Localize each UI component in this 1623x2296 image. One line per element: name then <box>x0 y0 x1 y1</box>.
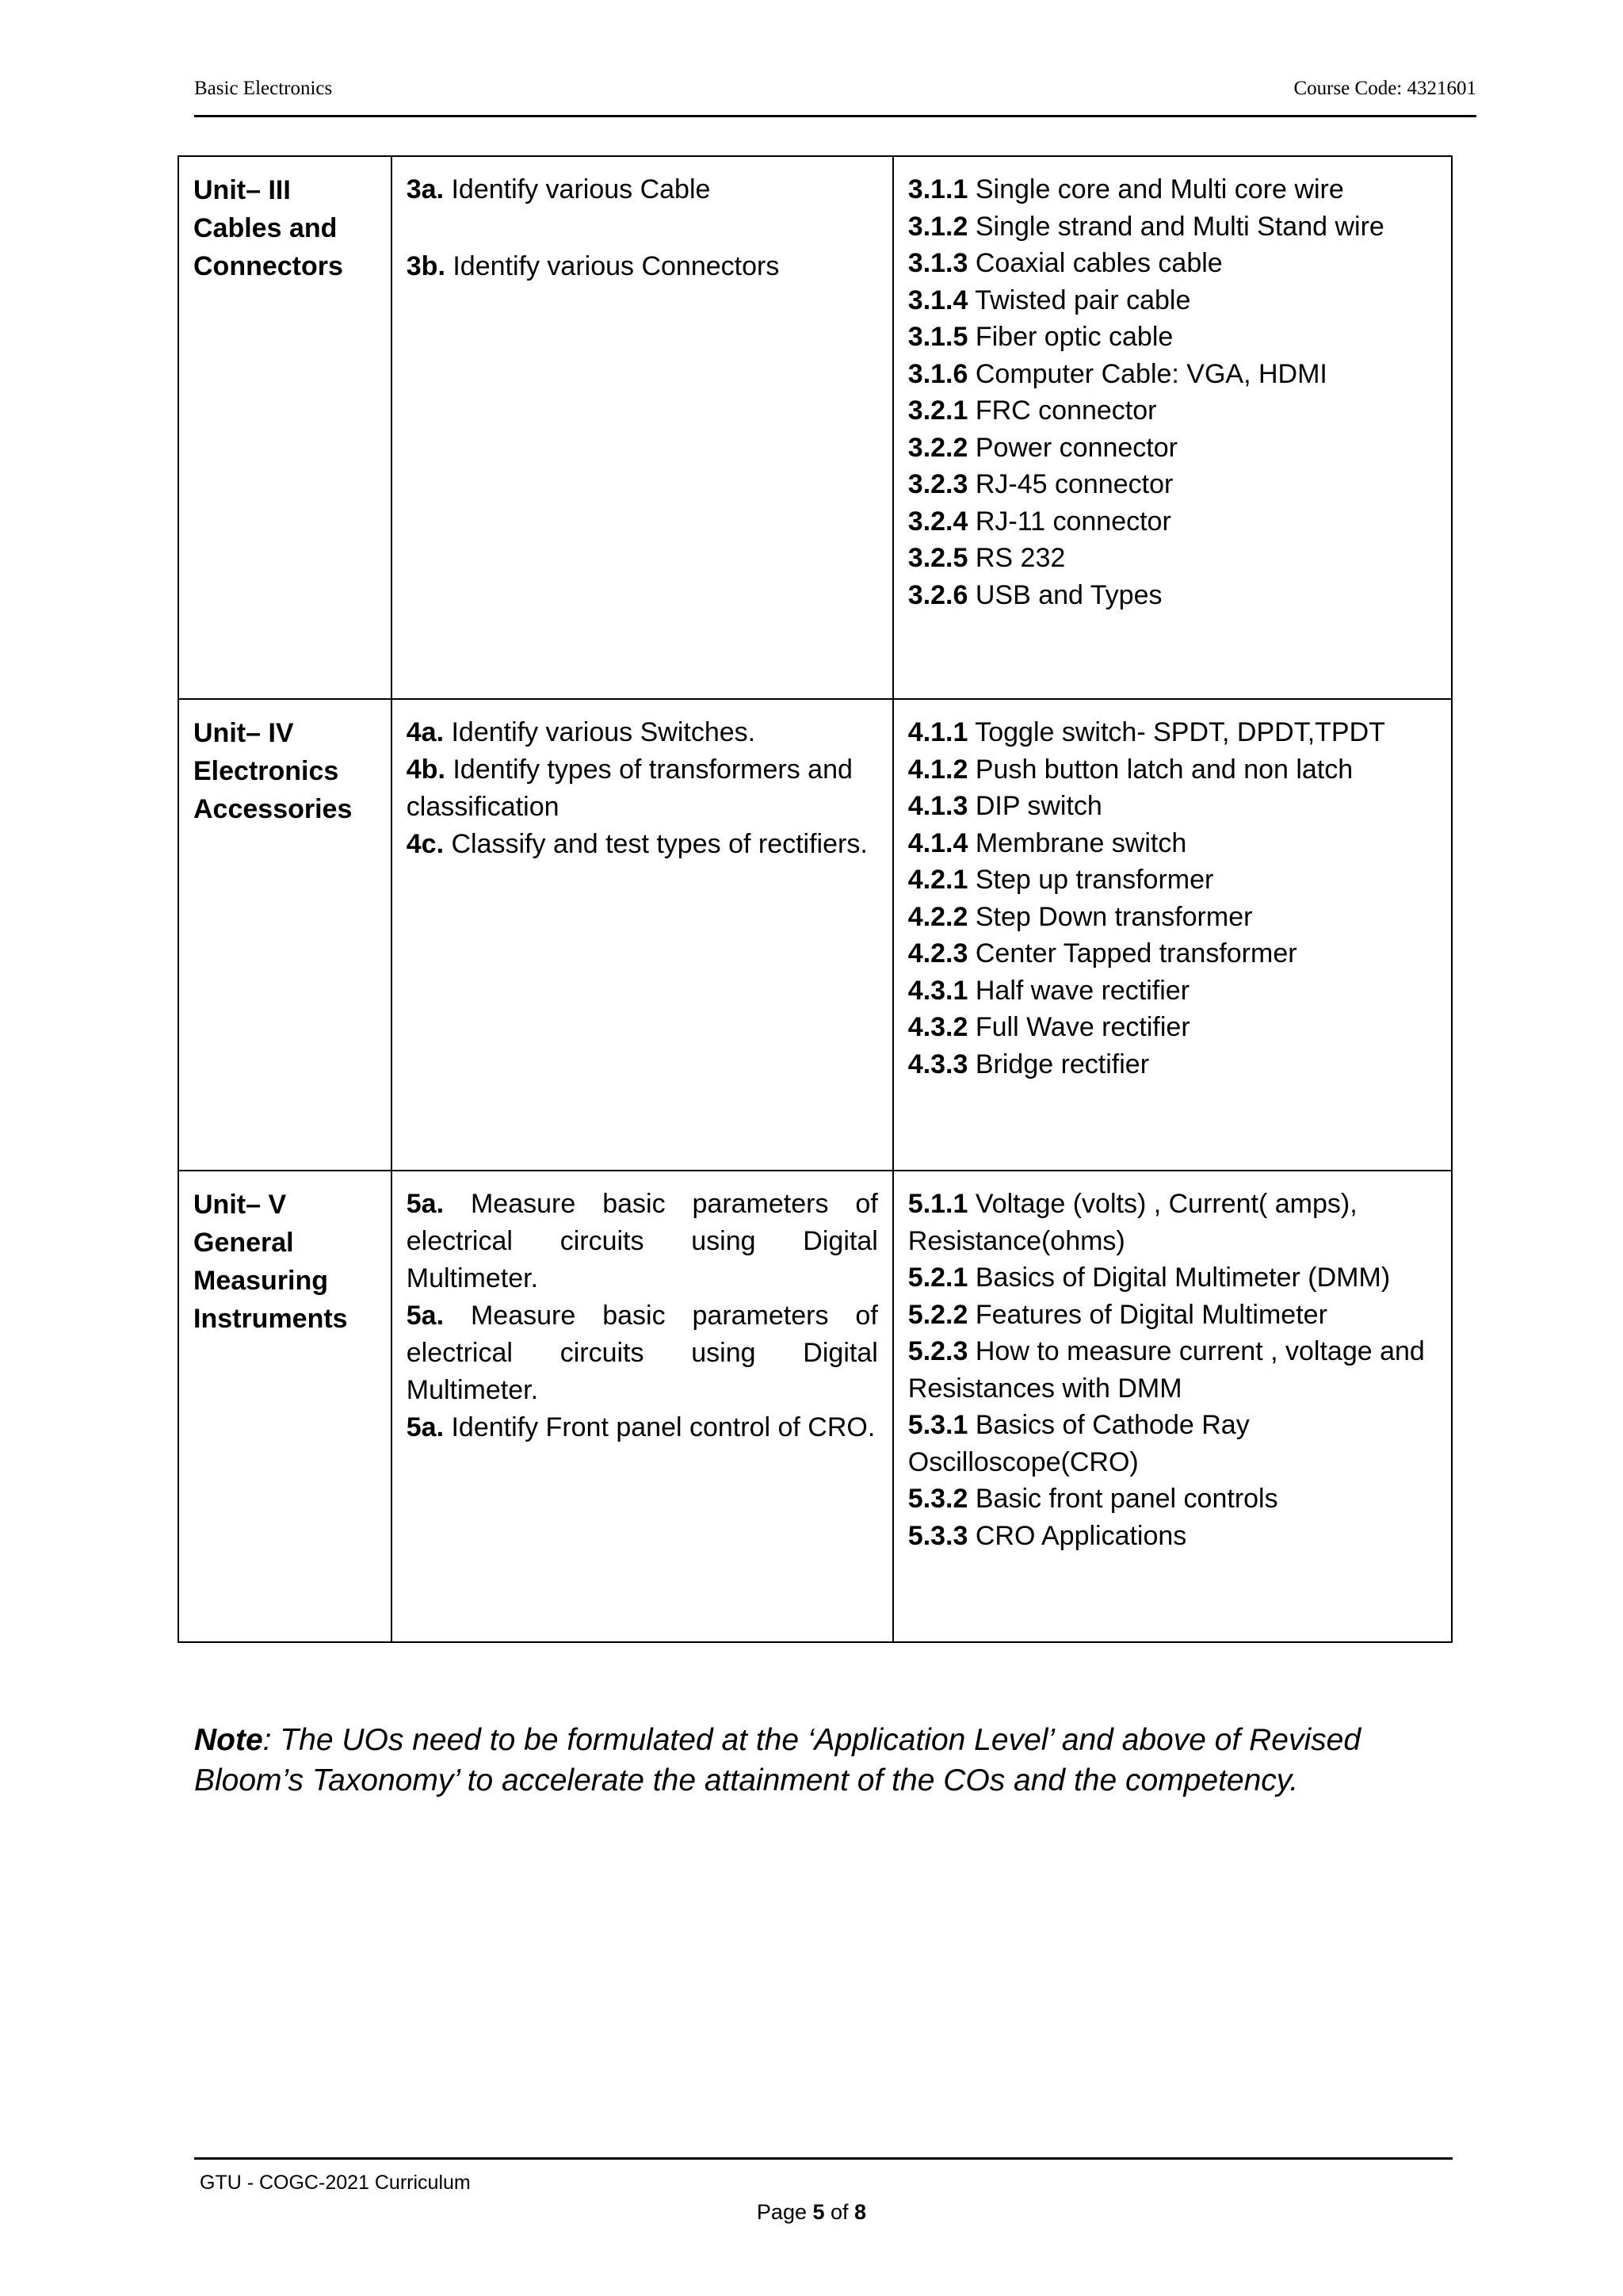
topic-item <box>908 466 1437 503</box>
outcome-code: 4a. <box>406 717 445 747</box>
topic-text: Toggle switch- SPDT, DPDT,TPDT <box>968 717 1385 747</box>
unit-outcome <box>407 1409 878 1446</box>
topic-text: Step Down transformer <box>968 901 1253 932</box>
header-course-title: Basic Electronics <box>194 78 333 99</box>
topic-number: 5.3.1 <box>907 1410 968 1440</box>
topic-text: DIP switch <box>968 791 1102 821</box>
topic-number: 3.1.4 <box>907 285 968 315</box>
topic-number: 3.1.3 <box>907 248 968 278</box>
topic-number: 3.2.2 <box>907 432 968 463</box>
topic-item <box>908 430 1437 467</box>
page-separator: of <box>824 2200 855 2224</box>
outcome-text: Measure basic parameters of electrical circuits using Digital Multimeter. <box>406 1189 878 1293</box>
unit-outcome <box>407 1297 878 1409</box>
topic-number: 4.1.3 <box>907 791 968 821</box>
topic-number: 3.2.5 <box>907 543 968 573</box>
topic-item <box>908 1009 1437 1046</box>
topic-text: Features of Digital Multimeter <box>968 1299 1327 1330</box>
topic-text: Computer Cable: VGA, HDMI <box>968 358 1327 389</box>
topic-item <box>908 577 1437 614</box>
topic-item <box>908 208 1437 246</box>
outcome-code: 4b. <box>406 755 445 785</box>
topic-number: 4.1.4 <box>907 827 968 858</box>
topic-item <box>908 503 1437 541</box>
outcome-text: Classify and test types of rectifiers. <box>444 829 868 859</box>
header-divider <box>194 115 1476 117</box>
topic-item <box>908 825 1437 862</box>
unit-cell <box>178 156 391 699</box>
topic-number: 3.1.2 <box>907 211 968 242</box>
topic-item <box>908 972 1437 1010</box>
unit-title-line: Cables and <box>193 213 338 243</box>
unit-title-line: Unit– III <box>193 175 291 205</box>
table-row <box>178 699 1452 1171</box>
outcome-code: 5a. <box>406 1412 445 1442</box>
topic-number: 4.3.2 <box>907 1012 968 1042</box>
topic-text: Step up transformer <box>968 865 1214 895</box>
topic-item <box>908 1046 1437 1083</box>
outcome-code: 3b. <box>406 251 445 281</box>
unit-cell <box>178 1171 391 1642</box>
topic-item <box>908 1297 1437 1334</box>
topic-item <box>908 1333 1437 1407</box>
topic-text: Full Wave rectifier <box>968 1012 1190 1042</box>
unit-outcomes-cell <box>391 699 893 1171</box>
topic-text: Basic front panel controls <box>968 1484 1278 1514</box>
page-total: 8 <box>854 2200 867 2224</box>
topic-text: Basics of Cathode Ray Oscilloscope(CRO) <box>907 1410 1250 1477</box>
outcome-code: 3a. <box>406 174 445 204</box>
topic-text: Voltage (volts) , Current( amps), Resistance(ohms) <box>907 1189 1358 1256</box>
topics-cell <box>893 1171 1452 1642</box>
topic-item <box>908 245 1437 282</box>
topics-cell <box>893 156 1452 699</box>
outcome-text: Identify various Connectors <box>445 251 780 281</box>
topic-number: 3.1.1 <box>907 174 968 204</box>
unit-title-line: Accessories <box>193 794 353 824</box>
outcome-code: 5a. <box>406 1301 445 1331</box>
topic-item <box>908 1259 1437 1297</box>
outcome-code: 5a. <box>406 1189 445 1219</box>
outcome-text: Identify Front panel control of CRO. <box>444 1412 876 1442</box>
topic-item <box>908 1480 1437 1518</box>
topic-item <box>908 171 1437 208</box>
outcome-code: 4c. <box>406 829 445 859</box>
topic-number: 4.1.1 <box>907 717 968 747</box>
topic-number: 4.1.2 <box>907 754 968 785</box>
taxonomy-note <box>194 1720 1462 1801</box>
unit-title-line: Electronics <box>193 756 339 786</box>
topic-item <box>908 899 1437 936</box>
unit-outcome <box>407 248 878 285</box>
topic-number: 5.2.2 <box>907 1299 968 1330</box>
topic-item <box>908 356 1437 393</box>
unit-cell <box>178 699 391 1171</box>
outcome-text: Measure basic parameters of electrical circuits using Digital Multimeter. <box>406 1301 878 1405</box>
topic-item <box>908 1518 1437 1555</box>
topic-item <box>908 935 1437 972</box>
header-course-code: Course Code: 4321601 <box>1293 78 1476 99</box>
outcome-text: Identify various Switches. <box>444 717 756 747</box>
topic-number: 3.1.6 <box>907 358 968 389</box>
topic-number: 5.3.3 <box>907 1520 968 1551</box>
topic-text: Single core and Multi core wire <box>968 174 1344 204</box>
topic-item <box>908 319 1437 356</box>
unit-outcomes-cell <box>391 1171 893 1642</box>
topic-number: 5.3.2 <box>907 1484 968 1514</box>
topic-text: Basics of Digital Multimeter (DMM) <box>968 1263 1391 1293</box>
topic-text: Half wave rectifier <box>968 975 1190 1006</box>
topic-text: USB and Types <box>968 579 1163 610</box>
topic-number: 3.2.1 <box>907 395 968 426</box>
topic-text: Center Tapped transformer <box>968 938 1297 968</box>
outcome-text: Identify types of transformers and classification <box>406 755 853 822</box>
topic-text: Power connector <box>968 432 1178 463</box>
topics-cell <box>893 699 1452 1171</box>
topic-item <box>908 540 1437 577</box>
topic-number: 4.2.2 <box>907 901 968 932</box>
topic-text: Fiber optic cable <box>968 322 1174 352</box>
topic-text: FRC connector <box>968 395 1157 426</box>
topic-number: 4.2.3 <box>907 938 968 968</box>
unit-outcome <box>407 1186 878 1297</box>
topic-number: 4.2.1 <box>907 865 968 895</box>
note-label: Note <box>194 1723 263 1757</box>
topic-text: RJ-11 connector <box>968 506 1171 537</box>
topic-text: Twisted pair cable <box>968 285 1191 315</box>
topic-text: Push button latch and non latch <box>968 754 1354 785</box>
topic-text: RJ-45 connector <box>968 469 1174 499</box>
unit-outcome <box>407 714 878 751</box>
topic-text: Membrane switch <box>968 827 1187 858</box>
topic-item <box>908 788 1437 825</box>
topic-item <box>908 861 1437 899</box>
topic-number: 4.3.3 <box>907 1049 968 1079</box>
page-prefix: Page <box>756 2200 813 2224</box>
topic-number: 3.1.5 <box>907 322 968 352</box>
topic-item <box>908 1407 1437 1480</box>
unit-title-line: Measuring <box>193 1266 329 1296</box>
topic-number: 5.2.1 <box>907 1263 968 1293</box>
topic-number: 3.2.6 <box>907 579 968 610</box>
outcome-text: Identify various Cable <box>444 174 711 204</box>
topic-text: RS 232 <box>968 543 1066 573</box>
topic-item <box>908 714 1437 751</box>
unit-outcome <box>407 826 878 863</box>
footer-curriculum: GTU - COGC-2021 Curriculum <box>200 2172 471 2194</box>
unit-title-line: Unit– V <box>193 1190 287 1220</box>
topic-number: 5.1.1 <box>907 1189 968 1219</box>
table-row <box>178 156 1452 699</box>
unit-title-line: Connectors <box>193 251 343 281</box>
units-table <box>178 155 1453 1643</box>
topic-number: 4.3.1 <box>907 975 968 1006</box>
topic-number: 3.2.3 <box>907 469 968 499</box>
topic-number: 5.2.3 <box>907 1336 968 1366</box>
topic-text: Coaxial cables cable <box>968 248 1223 278</box>
unit-outcome <box>407 171 878 208</box>
topic-text: How to measure current , voltage and Resistances with DMM <box>907 1336 1425 1404</box>
page-number <box>0 2200 1623 2225</box>
topic-text: Single strand and Multi Stand wire <box>968 211 1384 242</box>
unit-outcome <box>407 751 878 826</box>
page-current: 5 <box>812 2200 825 2224</box>
topic-item <box>908 751 1437 789</box>
topic-item <box>908 392 1437 430</box>
unit-outcomes-cell <box>391 156 893 699</box>
topic-item <box>908 282 1437 319</box>
topic-text: Bridge rectifier <box>968 1049 1150 1079</box>
footer-divider <box>194 2157 1453 2160</box>
topic-number: 3.2.4 <box>907 506 968 537</box>
topic-item <box>908 1186 1437 1259</box>
unit-title-line: Unit– IV <box>193 718 294 748</box>
table-row <box>178 1171 1452 1642</box>
unit-title-line: General <box>193 1228 294 1258</box>
note-text: : The UOs need to be formulated at the ‘Application Level’ and above of Revised Bloom’s Taxonomy’ to accelerate the attainment of the COs and the competency. <box>194 1723 1361 1797</box>
unit-title-line: Instruments <box>193 1304 348 1334</box>
topic-text: CRO Applications <box>968 1520 1187 1551</box>
